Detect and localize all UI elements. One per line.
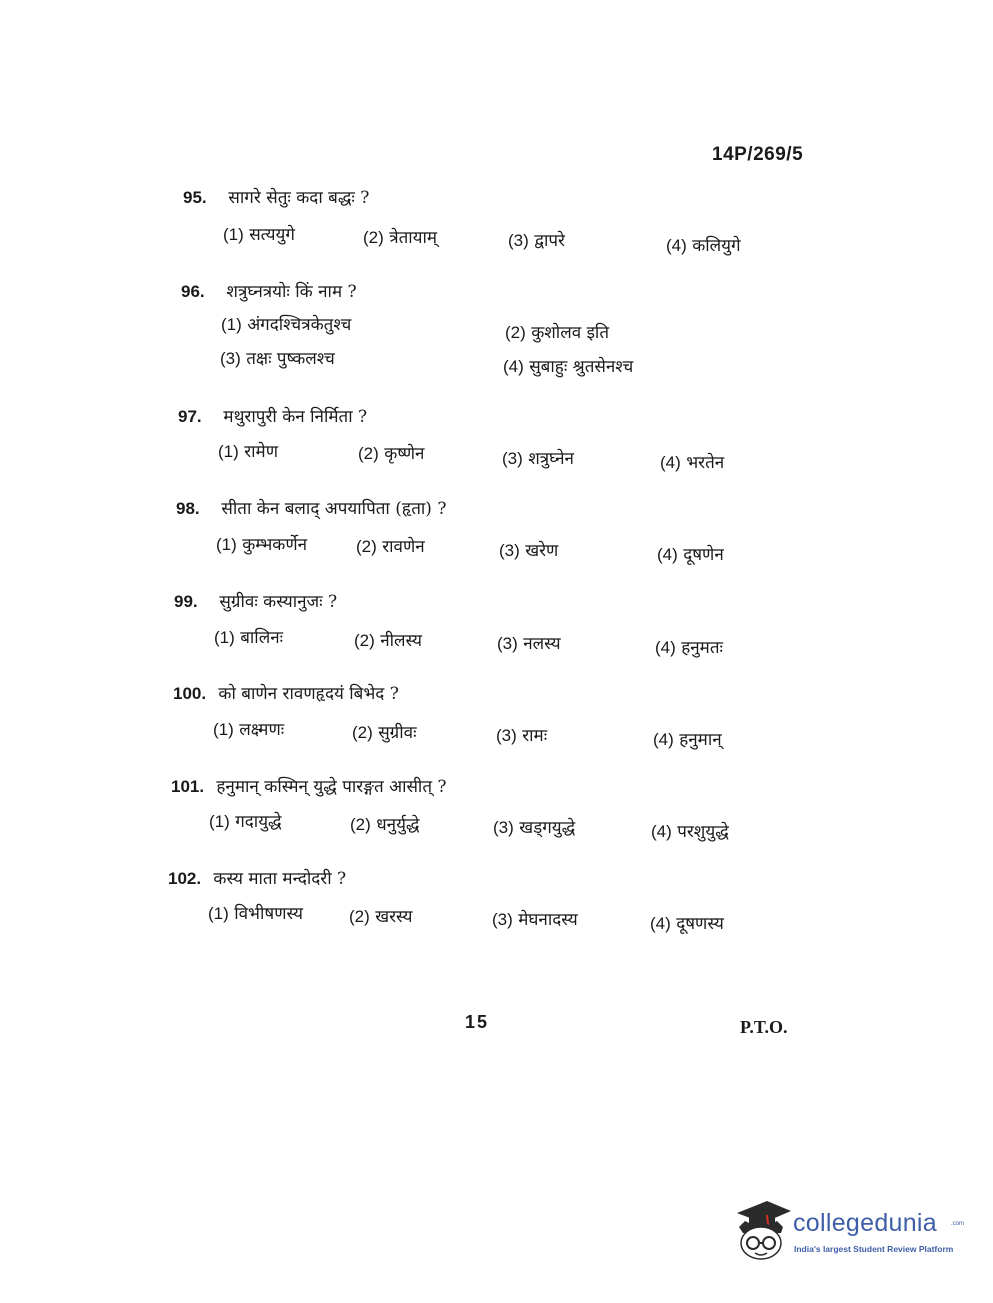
option-text: शत्रुघ्नेन xyxy=(528,449,574,469)
brand-name: collegedunia xyxy=(793,1209,937,1237)
option-text: बालिनः xyxy=(240,628,284,648)
option-4 xyxy=(503,354,633,377)
options-row xyxy=(171,809,811,843)
options-row xyxy=(168,901,808,935)
question-100 xyxy=(173,682,813,751)
option-2 xyxy=(350,812,420,835)
option-text: रावणेन xyxy=(382,537,425,557)
option-3 xyxy=(502,446,574,469)
question-95 xyxy=(183,186,823,256)
mascot-icon xyxy=(733,1197,795,1267)
option-3 xyxy=(508,228,565,251)
option-number: (4) xyxy=(655,638,676,657)
brand-tagline: India's largest Student Review Platform xyxy=(794,1244,954,1254)
option-number: (3) xyxy=(492,910,513,929)
option-number: (2) xyxy=(349,907,370,926)
option-number: (1) xyxy=(209,812,230,831)
question-number: 102. xyxy=(168,869,202,888)
options-row xyxy=(181,346,821,380)
options-row xyxy=(183,222,823,256)
question-number: 101. xyxy=(171,777,205,796)
option-4 xyxy=(655,635,723,658)
option-text: कुशोलव इति xyxy=(531,323,610,343)
question-text: शत्रुघ्नत्रयोः किं नाम ? xyxy=(226,282,357,302)
question-101 xyxy=(171,775,811,843)
option-text: खड्गयुद्धे xyxy=(519,818,576,838)
question-text: सागरे सेतुः कदा बद्धः ? xyxy=(228,188,370,208)
option-text: हनुमतः xyxy=(681,638,723,658)
question-text: मथुरापुरी केन निर्मिता ? xyxy=(223,407,368,427)
options-row xyxy=(176,532,816,566)
option-number: (2) xyxy=(363,228,384,247)
option-text: तक्षः पुष्कलश्च xyxy=(246,349,335,369)
option-text: गदायुद्धे xyxy=(235,812,282,832)
option-number: (3) xyxy=(493,818,514,837)
option-text: नलस्य xyxy=(523,634,561,654)
option-4 xyxy=(653,727,722,750)
question-number: 100. xyxy=(173,684,207,703)
option-text: खरेण xyxy=(525,541,559,561)
option-number: (2) xyxy=(356,537,377,556)
option-number: (4) xyxy=(650,914,671,933)
option-text: सुग्रीवः xyxy=(378,723,417,743)
option-text: सत्ययुगे xyxy=(249,225,295,245)
question-number: 99. xyxy=(174,592,198,611)
option-number: (3) xyxy=(499,541,520,560)
options-row xyxy=(173,717,813,751)
option-text: दूषणेन xyxy=(683,545,724,565)
option-number: (1) xyxy=(214,628,235,647)
option-text: खरस्य xyxy=(375,907,413,927)
option-text: लक्ष्मणः xyxy=(239,720,285,740)
option-3 xyxy=(220,346,335,369)
option-number: (3) xyxy=(497,634,518,653)
option-number: (1) xyxy=(216,535,237,554)
option-1 xyxy=(218,439,278,462)
option-4 xyxy=(651,819,729,842)
option-3 xyxy=(497,631,561,654)
option-number: (1) xyxy=(223,225,244,244)
option-4 xyxy=(657,542,724,565)
option-2 xyxy=(358,441,424,464)
option-3 xyxy=(496,723,547,746)
option-text: नीलस्य xyxy=(380,631,423,651)
question-stem xyxy=(174,590,814,614)
option-text: हनुमान् xyxy=(679,730,722,750)
pto-label: P.T.O. xyxy=(740,1017,788,1037)
option-3 xyxy=(492,907,578,930)
option-text: रामेण xyxy=(244,442,279,462)
option-text: रामः xyxy=(522,726,548,746)
option-number: (4) xyxy=(651,822,672,841)
option-1 xyxy=(223,222,295,245)
option-2 xyxy=(354,628,422,651)
option-number: (2) xyxy=(350,815,371,834)
option-number: (1) xyxy=(213,720,234,739)
option-text: मेघनादस्य xyxy=(518,910,578,930)
option-3 xyxy=(493,815,575,838)
question-102 xyxy=(168,867,808,935)
option-text: परशुयुद्धे xyxy=(677,822,729,842)
option-1 xyxy=(209,809,282,832)
option-text: धनुर्युद्धे xyxy=(376,815,420,835)
option-4 xyxy=(666,233,741,256)
option-text: कुम्भकर्णेन xyxy=(242,535,308,555)
option-2 xyxy=(356,534,425,557)
question-96 xyxy=(181,280,821,380)
option-2 xyxy=(352,720,417,743)
question-stem xyxy=(183,186,823,210)
option-4 xyxy=(650,911,724,934)
option-number: (3) xyxy=(508,231,529,250)
question-text: को बाणेन रावणहृदयं बिभेद ? xyxy=(218,684,399,704)
option-text: भरतेन xyxy=(686,453,725,473)
option-number: (1) xyxy=(218,442,239,461)
question-stem xyxy=(171,775,811,799)
option-number: (3) xyxy=(496,726,517,745)
question-number: 96. xyxy=(181,282,205,301)
question-97 xyxy=(178,405,818,473)
options-row xyxy=(181,312,821,346)
question-stem xyxy=(168,867,808,891)
option-2 xyxy=(349,904,413,927)
option-1 xyxy=(214,625,283,648)
option-number: (2) xyxy=(358,444,379,463)
option-text: अंगदश्चित्रकेतुश्च xyxy=(247,315,352,335)
option-1 xyxy=(213,717,284,740)
option-number: (4) xyxy=(503,357,524,376)
brand-domain: .com xyxy=(951,1221,965,1227)
option-1 xyxy=(216,532,307,555)
question-stem xyxy=(176,497,816,521)
question-stem xyxy=(181,280,821,304)
option-text: विभीषणस्य xyxy=(234,904,303,924)
option-4 xyxy=(660,450,724,473)
question-text: सीता केन बलाद् अपयापिता (हृता) ? xyxy=(221,499,447,519)
question-text: सुग्रीवः कस्यानुजः ? xyxy=(219,592,338,612)
paper-code: 14P/269/5 xyxy=(712,144,804,165)
question-number: 98. xyxy=(176,499,200,518)
question-text: कस्य माता मन्दोदरी ? xyxy=(213,869,347,889)
option-number: (3) xyxy=(220,349,241,368)
option-2 xyxy=(505,320,609,343)
option-text: सुबाहुः श्रुतसेनश्च xyxy=(529,357,634,377)
option-text: त्रेतायाम् xyxy=(389,228,438,248)
option-number: (2) xyxy=(352,723,373,742)
options-row xyxy=(178,439,818,473)
page-number: 15 xyxy=(465,1012,490,1032)
option-1 xyxy=(221,312,351,335)
option-number: (1) xyxy=(208,904,229,923)
option-number: (4) xyxy=(660,453,681,472)
option-text: कलियुगे xyxy=(692,236,741,256)
option-number: (4) xyxy=(666,236,687,255)
question-stem xyxy=(173,682,813,706)
option-number: (1) xyxy=(221,315,242,334)
option-text: कृष्णेन xyxy=(384,444,425,464)
option-text: द्वापरे xyxy=(534,231,565,251)
question-stem xyxy=(178,405,818,429)
option-2 xyxy=(363,225,437,248)
question-text: हनुमान् कस्मिन् युद्धे पारङ्गत आसीत् ? xyxy=(216,777,447,797)
question-number: 97. xyxy=(178,407,202,426)
question-number: 95. xyxy=(183,188,207,207)
option-number: (2) xyxy=(354,631,375,650)
collegedunia-watermark xyxy=(733,1197,963,1267)
option-number: (4) xyxy=(653,730,674,749)
option-text: दूषणस्य xyxy=(676,914,724,934)
option-number: (4) xyxy=(657,545,678,564)
question-99 xyxy=(174,590,814,659)
option-1 xyxy=(208,901,303,924)
option-number: (3) xyxy=(502,449,523,468)
option-3 xyxy=(499,538,558,561)
option-number: (2) xyxy=(505,323,526,342)
question-98 xyxy=(176,497,816,566)
options-row xyxy=(174,625,814,659)
